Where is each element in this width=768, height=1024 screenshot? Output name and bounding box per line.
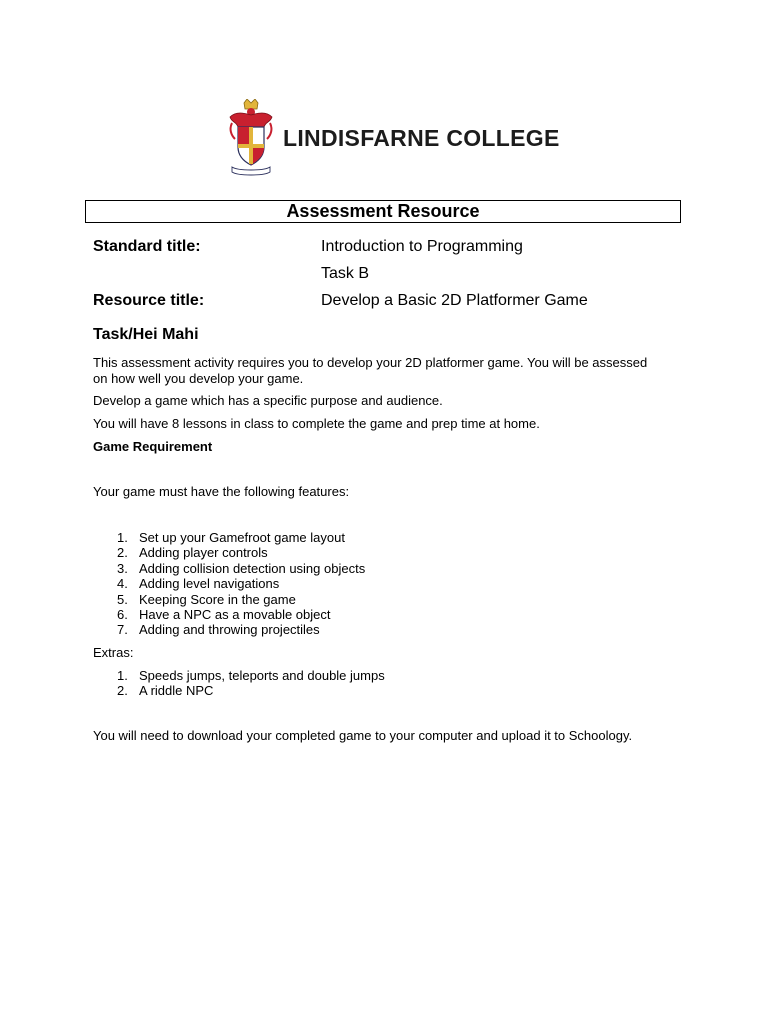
resource-title-value: Develop a Basic 2D Platformer Game xyxy=(321,292,588,309)
list-item: 7. Adding and throwing projectiles xyxy=(117,622,320,638)
list-item: 2. A riddle NPC xyxy=(117,683,214,699)
standard-title-value: Introduction to Programming xyxy=(321,238,523,255)
game-requirement-heading: Game Requirement xyxy=(93,439,213,454)
standard-title-label: Standard title: xyxy=(93,238,201,255)
school-crest-icon xyxy=(226,99,276,177)
resource-title-label: Resource title: xyxy=(93,292,205,309)
list-item: 3. Adding collision detection using objects xyxy=(117,560,366,576)
extras-label: Extras: xyxy=(93,645,134,660)
list-item: 5. Keeping Score in the game xyxy=(117,591,296,607)
closing-paragraph: You will need to download your completed game to your computer and upload it to Schoology. xyxy=(93,728,633,743)
list-item: 1. Speeds jumps, teleports and double jumps xyxy=(117,668,385,683)
standard-title-row xyxy=(93,238,523,256)
task-row xyxy=(93,265,369,283)
document-title xyxy=(85,200,681,223)
list-item: 1. Set up your Gamefroot game layout xyxy=(117,530,345,545)
list-item: 6. Have a NPC as a movable object xyxy=(117,607,331,623)
resource-title-row xyxy=(93,292,588,310)
college-name: LINDISFARNE COLLEGE xyxy=(283,124,560,151)
title-text: Assessment Resource xyxy=(286,201,480,221)
college-logo xyxy=(226,99,560,177)
task-heading: Task/Hei Mahi xyxy=(93,326,199,343)
lessons-paragraph: You will have 8 lessons in class to complete the game and prep time at home. xyxy=(93,416,540,431)
purpose-paragraph: Develop a game which has a specific purpose and audience. xyxy=(93,393,443,408)
features-list xyxy=(93,530,365,638)
features-intro: Your game must have the following features: xyxy=(93,484,350,499)
intro-paragraph: This assessment activity requires you to develop your 2D platformer game. You will be assessed on how well you develop your game. xyxy=(93,355,648,386)
extras-list xyxy=(93,668,385,699)
list-item: 2. Adding player controls xyxy=(117,545,268,561)
task-value: Task B xyxy=(321,265,370,282)
list-item: 4. Adding level navigations xyxy=(117,576,280,592)
